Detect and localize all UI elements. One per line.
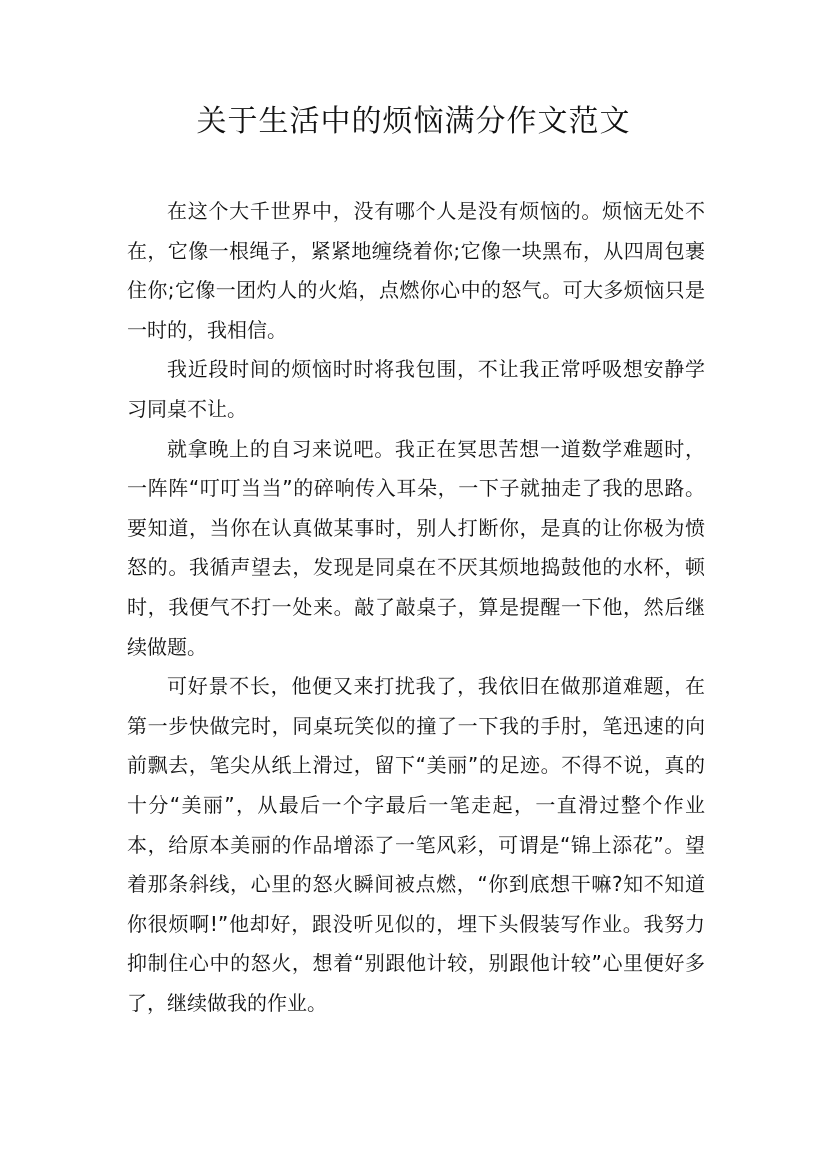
paragraph-2: 我近段时间的烦恼时时将我包围，不让我正常呼吸想安静学习同桌不让。 <box>127 357 705 421</box>
document-title: 关于生活中的烦恼满分作文范文 <box>196 104 631 139</box>
document-body <box>127 192 705 1023</box>
paragraph-4: 可好景不长，他便又来打扰我了，我依旧在做那道难题，在第一步快做完时，同桌玩笑似的撞了一下我的手肘，笔迅速的向前飘去，笔尖从纸上滑过，留下“美丽”的足迹。不得不说，真的十分“美丽”，从最后一个字最后一笔走起，一直滑过整个作业本，给原本美丽的作品增添了一笔风彩，可谓是“锦上添花”。望着那条斜线，心里的怒火瞬间被点燃，“你到底想干嘛?知不知道你很烦啊!”他却好，跟没听见似的，埋下头假装写作业。我努力抑制住心中的怒火，想着“别跟他计较，别跟他计较”心里便好多了，继续做我的作业。 <box>127 674 705 1015</box>
paragraph-1: 在这个大千世界中，没有哪个人是没有烦恼的。烦恼无处不在，它像一根绳子，紧紧地缠绕着你;它像一块黑布，从四周包裹住你;它像一团灼人的火焰，点燃你心中的怒气。可大多烦恼只是一时的，我相信。 <box>127 199 705 342</box>
paragraph-3: 就拿晚上的自习来说吧。我正在冥思苦想一道数学难题时，一阵阵“叮叮当当”的碎响传入耳朵，一下子就抽走了我的思路。要知道，当你在认真做某事时，别人打断你，是真的让你极为愤怒的。我循声望去，发现是同桌在不厌其烦地捣鼓他的水杯，顿时，我便气不打一处来。敲了敲桌子，算是提醒一下他，然后继续做题。 <box>127 436 705 659</box>
